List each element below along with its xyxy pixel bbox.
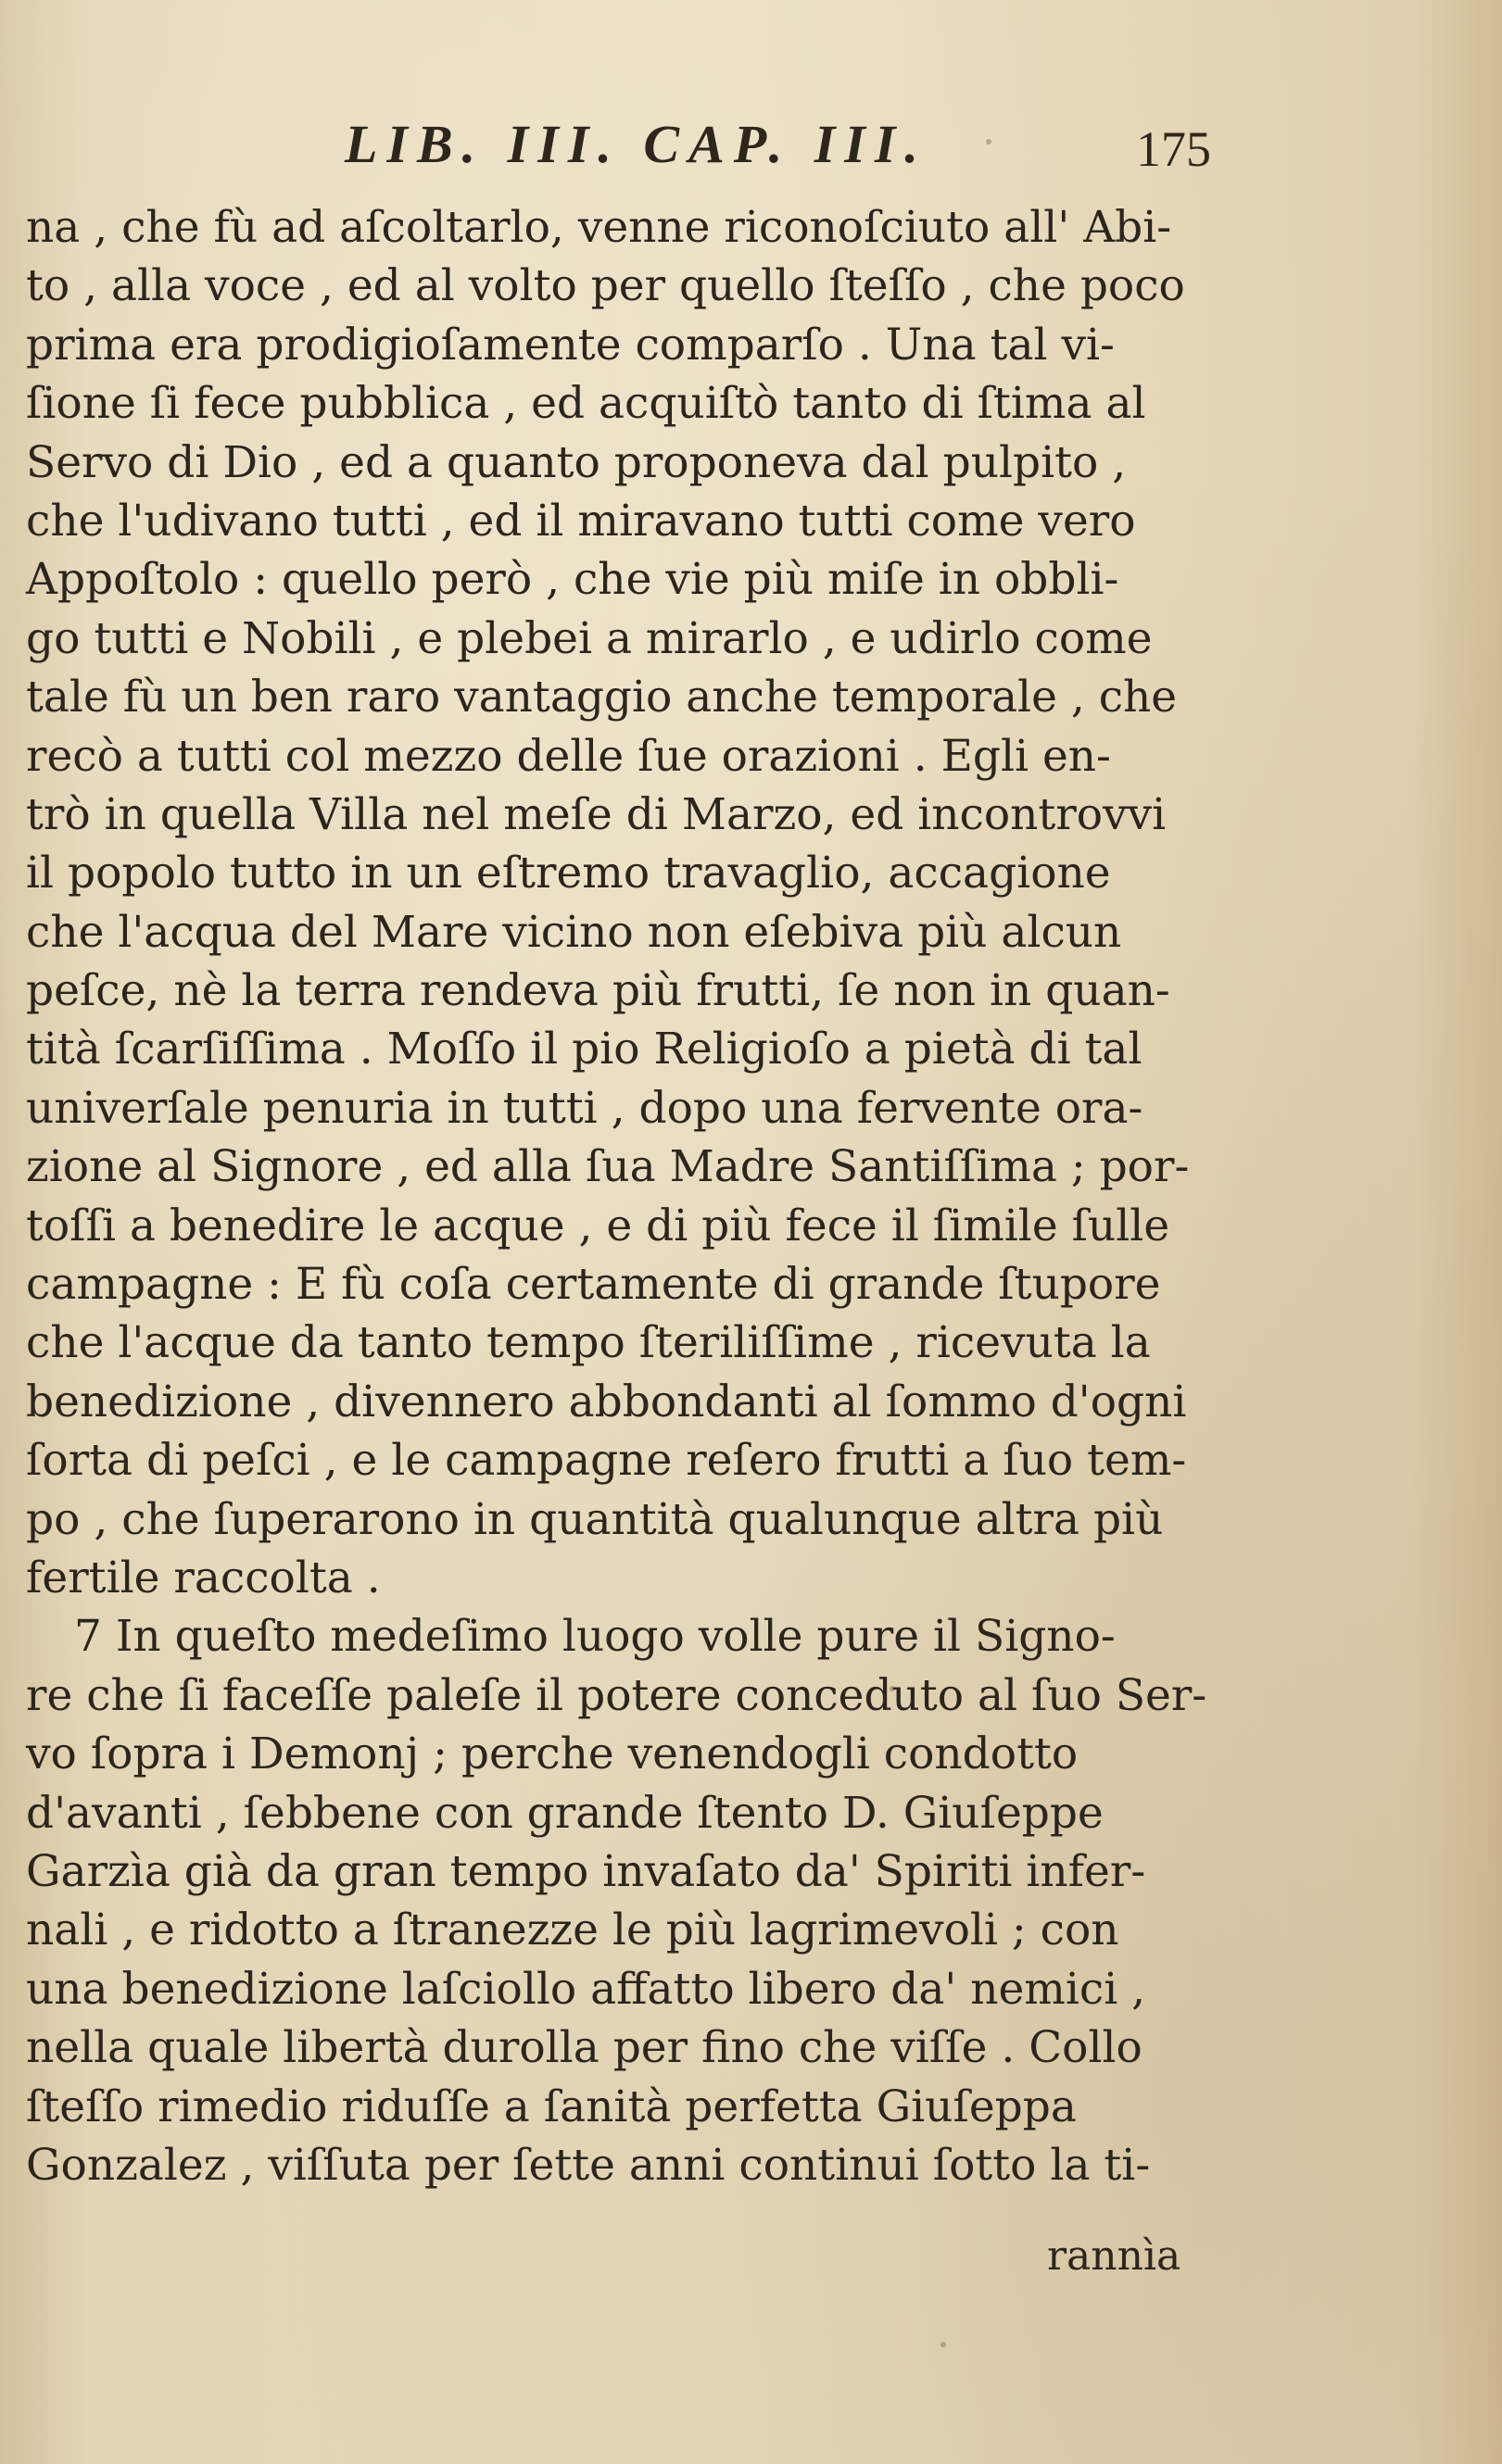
text-line: fertile raccolta . [26, 1552, 381, 1603]
catchword: rannìa [1047, 2232, 1181, 2280]
text-line: nella quale libertà durolla per fino che viſſe . Collo [26, 2022, 1142, 2074]
text-line: re che ſi faceſſe paleſe il potere conceduto al ſuo Ser- [26, 1669, 1207, 1721]
paper-speck [986, 139, 991, 145]
text-line: d'avanti , ſebbene con grande ſtento D. Giuſeppe [26, 1787, 1104, 1839]
text-line: che l'udivano tutti , ed il miravano tutti come vero [26, 495, 1136, 547]
text-line: Gonzalez , viſſuta per ſette anni continui ſotto la ti- [26, 2139, 1151, 2191]
text-line: una benedizione laſciollo affatto libero da' nemici , [26, 1963, 1146, 2015]
page-number: 175 [1136, 121, 1211, 177]
text-line: ſteſſo rimedio riduſſe a ſanità perfetta Giuſeppa [26, 2081, 1077, 2132]
text-line: univerſale penuria in tutti , dopo una fervente ora- [26, 1082, 1143, 1134]
body-text [26, 198, 1277, 2194]
text-line: toſſi a benedire le acque , e di più fece il ſimile ſulle [26, 1200, 1170, 1251]
text-line: recò a tutti col mezzo delle ſue orazioni . Egli en- [26, 730, 1111, 782]
paper-speck [940, 2342, 946, 2347]
text-line: che l'acqua del Mare vicino non eſebiva più alcun [26, 906, 1122, 958]
text-line: ſione ſi fece pubblica , ed acquiſtò tanto di ſtima al [26, 378, 1146, 430]
text-line: nali , e ridotto a ſtranezze le più lagrimevoli ; con [26, 1905, 1119, 1956]
text-line: po , che ſuperarono in quantità qualunque altra più [26, 1493, 1164, 1545]
paper-speck [890, 1686, 895, 1691]
text-line: to , alla voce , ed al volto per quello ſteſſo , che poco [26, 260, 1185, 312]
text-line: che l'acque da tanto tempo ſteriliſſime , ricevuta la [26, 1317, 1151, 1369]
paragraph-start-line: 7 In queſto medeſimo luogo volle pure il Signo- [74, 1611, 1116, 1663]
running-head: LIB. III. CAP. III. [345, 114, 928, 174]
text-line: tale fù un ben raro vantaggio anche temporale , che [26, 672, 1178, 723]
text-line: prima era prodigioſamente comparſo . Una tal vi- [26, 319, 1115, 371]
text-line: Garzìa già da gran tempo invaſato da' Spiriti infer- [26, 1845, 1146, 1897]
text-line: peſce, nè la terra rendeva più frutti, ſe non in quan- [26, 965, 1170, 1017]
text-line: benedizione , divennero abbondanti al ſommo d'ogni [26, 1376, 1187, 1427]
text-line: campagne : E fù coſa certamente di grande ſtupore [26, 1259, 1161, 1311]
text-line: il popolo tutto in un eſtremo travaglio, accagione [26, 848, 1111, 899]
text-line: vo ſopra i Demonj ; perche venendogli condotto [26, 1729, 1079, 1780]
text-line: ſorta di peſci , e le campagne reſero frutti a ſuo tem- [26, 1435, 1187, 1487]
text-line: Servo di Dio , ed a quanto proponeva dal pulpito , [26, 436, 1127, 488]
page-header [0, 113, 1502, 187]
text-line: zione al Signore , ed alla ſua Madre Santiſſima ; por- [26, 1141, 1190, 1193]
text-line: trò in quella Villa nel meſe di Marzo, ed incontrovvi [26, 788, 1167, 840]
text-line: tità ſcarſiſſima . Moſſo il pio Religioſo a pietà di tal [26, 1024, 1142, 1075]
text-line: go tutti e Nobili , e plebei a mirarlo , e udirlo come [26, 612, 1153, 664]
text-line: na , che fù ad aſcoltarlo, venne riconoſciuto all' Abi- [26, 202, 1172, 253]
text-line: Appoſtolo : quello però , che vie più miſe in obbli- [26, 554, 1119, 606]
